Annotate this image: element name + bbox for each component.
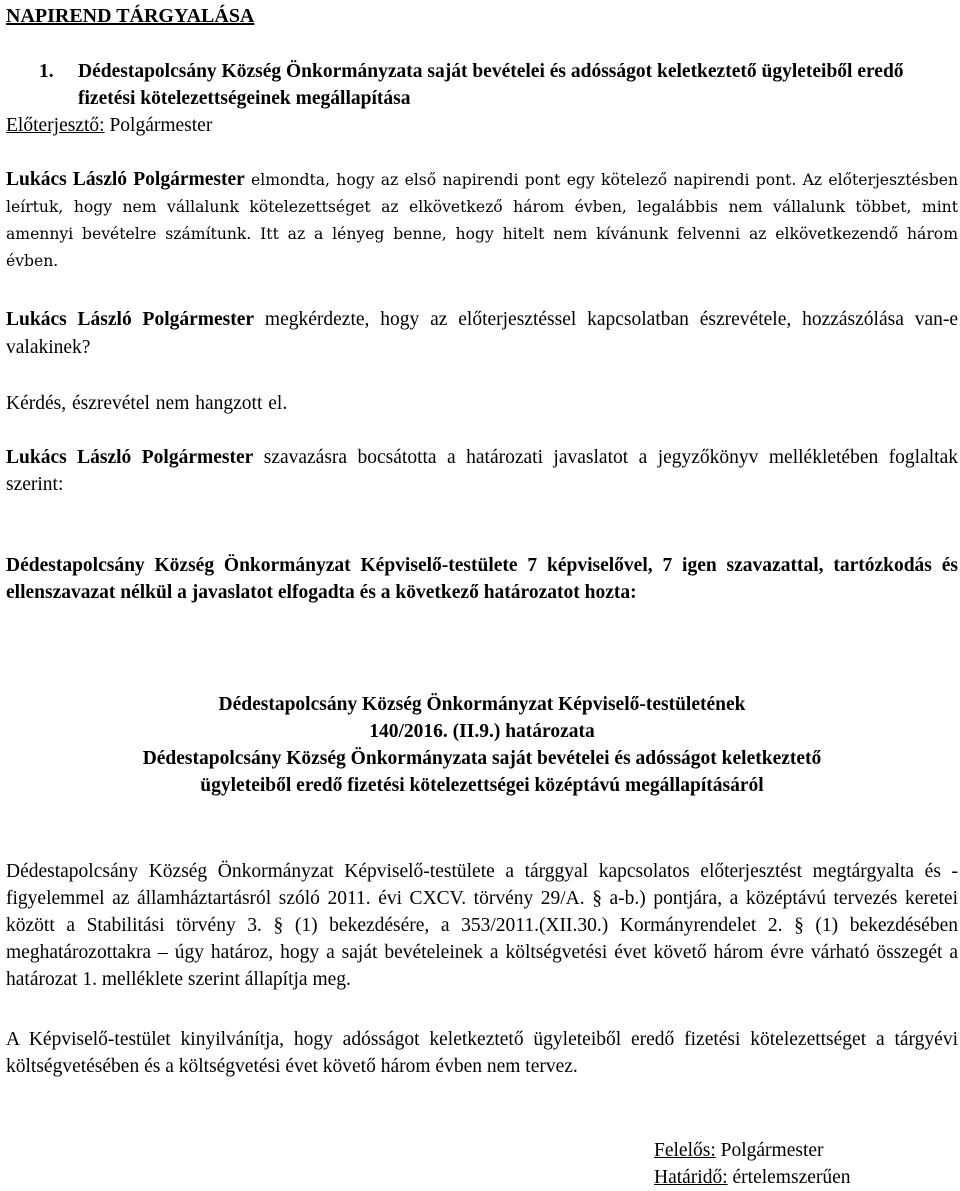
paragraph-no-questions [6,390,958,417]
resolution-number: 140/2016. (II.9.) határozata [369,721,595,742]
deadline-label: Határidő: [654,1167,728,1188]
speaker-name: Lukács László Polgármester [6,169,245,190]
responsible-label: Felelős: [654,1140,716,1161]
deadline-line [654,1164,851,1191]
vote-result: Dédestapolcsány Község Önkormányzat Képviselő-testülete 7 képviselővel, 7 igen szavazattal, tartózkodás és ellenszavazat nélkül a javaslatot elfogadta és a következő határozatot hozta: [6,555,958,603]
presenter-label: Előterjesztő: [6,115,105,136]
section-heading [6,3,254,30]
responsible-value: Polgármester [715,1140,824,1161]
paragraph-vote-call [6,444,958,498]
presenter-line [6,112,212,139]
agenda-item [6,58,958,112]
speaker-name: Lukács László Polgármester [6,309,255,330]
section-heading-text: NAPIREND TÁRGYALÁSA [6,5,255,27]
deadline-value: értelemszerűen [727,1167,851,1188]
resolution-line: Dédestapolcsány Község Önkormányzat Képviselő-testületének [218,694,746,715]
paragraph-text: elmondta, hogy az első napirendi pont egy kötelező napirendi pont. Az előterjesztésben leírtuk, hogy nem vállalunk kötelezettséget az elkövetkező három évben, legalábbis nem vállalunk többet, mint amennyi bevételre számítunk. Itt az a lényeg benne, hogy hitelt nem kívánunk felvenni az elkövetkezendő három évben. [6,171,958,270]
agenda-item-title: Dédestapolcsány Község Önkormányzata saját bevételei és adósságot keletkeztető ügyleteiből eredő fizetési kötelezettségeinek megállapítása [78,61,904,109]
paragraph-mayor-question [6,306,958,362]
resolution-body-declaration: A Képviselő-testület kinyilvánítja, hogy adósságot keletkeztető ügyleteiből eredő fizetési kötelezettséget a tárgyévi költségvetésében és a költségvetési évet követő három évben nem tervez. [6,1029,958,1077]
speaker-name: Lukács László Polgármester [6,447,254,468]
resolution-body-decision: Dédestapolcsány Község Önkormányzat Képviselő-testülete a tárggyal kapcsolatos előterjesztést megtárgyalta és - figyelemmel az államháztartásról szóló 2011. évi CXCV. törvény 29/A. § a-b.) pontjára, a középtávú tervezés keretei között a Stabilitási törvény 3. § (1) bekezdésére, a 353/2011.(XII.30.) Kormányrendelet 2. § (1) bekezdésében meghatározottakra – úgy határoz, hogy a saját bevételeinek a költségvetési évet követő három évre várható összegét a határozat 1. melléklete szerint állapítja meg. [6,861,958,990]
responsibility-block [654,1137,851,1191]
responsible-line [654,1137,851,1164]
resolution-line: ügyleteiből eredő fizetési kötelezettségei középtávú megállapításáról [200,775,764,796]
resolution-line: Dédestapolcsány Község Önkormányzata saját bevételei és adósságot keletkeztető [142,748,822,769]
paragraph-text: Kérdés, észrevétel nem hangzott el. [6,393,288,414]
paragraph-text: megkérdezte, hogy az előterjesztéssel kapcsolatban észrevétele, hozzászólása van-e valakinek? [6,309,958,358]
paragraph-mayor-intro [6,166,958,275]
paragraph-text: szavazásra bocsátotta a határozati javaslatot a jegyzőkönyv mellékletében foglaltak szerint: [6,447,958,495]
presenter-value: Polgármester [104,115,213,136]
resolution-title [6,691,958,799]
agenda-item-number: 1. [39,61,54,82]
